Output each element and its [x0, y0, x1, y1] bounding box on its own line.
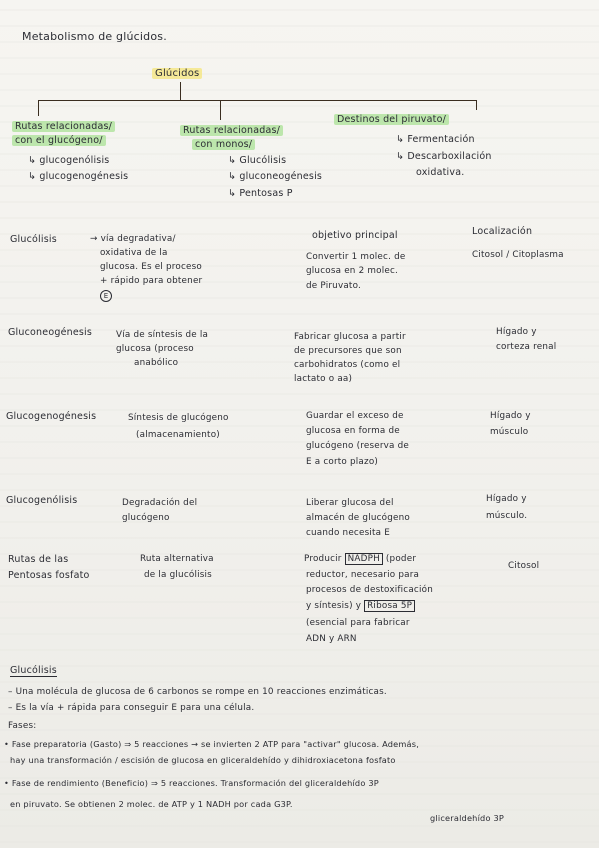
header-location: Localización — [472, 226, 533, 237]
nadph-box: NADPH — [345, 553, 383, 565]
row-gluconeo-desc-2: glucosa (proceso — [116, 344, 194, 354]
row-pentosas-name-2: Pentosas fosfato — [8, 570, 90, 581]
row-glucolisis-desc-2: oxidativa de la — [100, 248, 168, 258]
row-glucolisis-name: Glucólisis — [10, 234, 57, 245]
left-heading-line2: con el glucógeno/ — [12, 135, 106, 146]
page-title: Metabolismo de glúcidos. — [22, 30, 167, 43]
row-gluconeo-obj-4: lactato o aa) — [294, 374, 353, 384]
center-topic — [152, 67, 202, 80]
row-gluconeo-loc-2: corteza renal — [496, 342, 557, 352]
row-glucogenolisis-desc-1: Degradación del — [122, 498, 198, 508]
row-pentosas-desc-2: de la glucólisis — [144, 570, 212, 580]
row-pentosas-obj-5: (esencial para fabricar — [306, 618, 410, 628]
row-glucolisis-desc-4: + rápido para obtener — [100, 276, 203, 286]
left-branch-heading-2 — [12, 134, 106, 147]
row-glucogeno-loc-2: músculo — [490, 427, 529, 437]
row-pentosas-obj-4: y síntesis) y Ribosa 5P — [306, 600, 415, 613]
left-heading-line1: Rutas relacionadas/ — [12, 121, 115, 132]
row-glucogeno-obj-1: Guardar el exceso de — [306, 411, 404, 421]
middle-item-3: ↳ Pentosas P — [228, 188, 293, 199]
row-glucolisis-obj-2: glucosa en 2 molec. — [306, 266, 399, 276]
phase-2-line-1: • Fase de rendimiento (Beneficio) ⇒ 5 reacciones. Transformación del gliceraldehído 3P — [4, 778, 379, 788]
phase-1-line-2: hay una transformación / escisión de glucosa en gliceraldehído y dihidroxiacetona fosfato — [10, 755, 396, 765]
row-glucogeno-desc-1: Síntesis de glucógeno — [128, 413, 229, 423]
row-glucogeno-name: Glucogenogénesis — [6, 411, 97, 422]
row-gluconeo-obj-2: de precursores que son — [294, 346, 402, 356]
row-pentosas-obj-1: Producir NADPH (poder — [304, 554, 417, 564]
row-gluconeo-desc-1: Vía de síntesis de la — [116, 330, 209, 340]
row-gluconeo-desc-3: anabólico — [134, 358, 179, 368]
row-pentosas-obj-2: reductor, necesario para — [306, 570, 420, 580]
row-glucogeno-loc-1: Hígado y — [490, 411, 531, 421]
left-branch-heading — [12, 120, 115, 133]
phase-1-line-1: • Fase preparatoria (Gasto) ⇒ 5 reacciones → se invierten 2 ATP para "activar" glucosa. Además, — [4, 739, 420, 749]
middle-heading-line1: Rutas relacionadas/ — [180, 125, 283, 136]
phases-label: Fases: — [8, 721, 37, 731]
row-pentosas-loc: Citosol — [508, 561, 540, 571]
row-gluconeo-obj-1: Fabricar glucosa a partir — [294, 332, 406, 342]
row-glucogeno-desc-2: (almacenamiento) — [136, 430, 220, 440]
right-branch-heading — [334, 113, 449, 126]
row-pentosas-desc-1: Ruta alternativa — [140, 554, 214, 564]
bracket-bar — [38, 100, 476, 101]
row-glucolisis-desc-symbol — [100, 290, 112, 303]
phase-2-footnote: gliceraldehído 3P — [430, 813, 504, 823]
right-item-3: oxidativa. — [416, 167, 465, 178]
middle-item-1: ↳ Glucólisis — [228, 155, 287, 166]
right-item-2: ↳ Descarboxilación — [396, 151, 492, 162]
bracket-stem — [180, 82, 181, 100]
row-glucogenolisis-loc-2: músculo. — [486, 511, 528, 521]
row-glucolisis-obj-1: Convertir 1 molec. de — [306, 252, 406, 262]
ribosa-box: Ribosa 5P — [364, 600, 415, 612]
left-item-1: ↳ glucogenólisis — [28, 155, 110, 166]
middle-branch-heading — [180, 124, 283, 137]
glycolysis-line-2: – Es la vía + rápida para conseguir E para una célula. — [8, 703, 255, 713]
row-glucolisis-desc-1: → vía degradativa/ — [90, 234, 176, 244]
row-glucogenolisis-obj-1: Liberar glucosa del — [306, 498, 394, 508]
row-glucogenolisis-obj-2: almacén de glucógeno — [306, 513, 410, 523]
bracket-right-leg — [476, 100, 477, 110]
row-pentosas-name-1: Rutas de las — [8, 554, 69, 565]
row-glucogenolisis-desc-2: glucógeno — [122, 513, 170, 523]
row-glucogenolisis-obj-3: cuando necesita E — [306, 528, 390, 538]
middle-item-2: ↳ gluconeogénesis — [228, 171, 323, 182]
row-glucogenolisis-name: Glucogenólisis — [6, 495, 78, 506]
row-glucogeno-obj-3: glucógeno (reserva de — [306, 441, 410, 451]
row-gluconeo-obj-3: carbohidratos (como el — [294, 360, 401, 370]
middle-branch-heading-2 — [192, 138, 255, 151]
phase-2-line-2: en piruvato. Se obtienen 2 molec. de ATP y 1 NADH por cada G3P. — [10, 799, 293, 809]
row-pentosas-obj-6: ADN y ARN — [306, 634, 357, 644]
row-glucogenolisis-loc-1: Hígado y — [486, 494, 527, 504]
middle-heading-line2: con monos/ — [192, 139, 255, 150]
left-item-2: ↳ glucogenogénesis — [28, 171, 129, 182]
row-glucolisis-loc: Citosol / Citoplasma — [472, 250, 564, 260]
row-gluconeo-name: Gluconeogénesis — [8, 327, 93, 338]
glycolysis-heading: Glucólisis — [10, 665, 57, 676]
row-glucolisis-obj-3: de Piruvato. — [306, 281, 362, 291]
row-gluconeo-loc-1: Hígado y — [496, 327, 537, 337]
row-glucogeno-obj-4: E a corto plazo) — [306, 457, 379, 467]
row-pentosas-obj-3: procesos de destoxificación — [306, 585, 433, 595]
right-item-1: ↳ Fermentación — [396, 134, 475, 145]
header-objective: objetivo principal — [312, 230, 398, 241]
row-glucogeno-obj-2: glucosa en forma de — [306, 426, 400, 436]
glycolysis-line-1: – Una molécula de glucosa de 6 carbonos se rompe en 10 reacciones enzimáticas. — [8, 687, 387, 697]
energy-symbol-icon: E — [100, 290, 112, 302]
row-glucolisis-desc-3: glucosa. Es el proceso — [100, 262, 202, 272]
bracket-mid-leg — [220, 100, 221, 120]
center-topic-label: Glúcidos — [152, 68, 202, 79]
right-heading: Destinos del piruvato/ — [334, 114, 449, 125]
bracket-left-leg — [38, 100, 39, 116]
